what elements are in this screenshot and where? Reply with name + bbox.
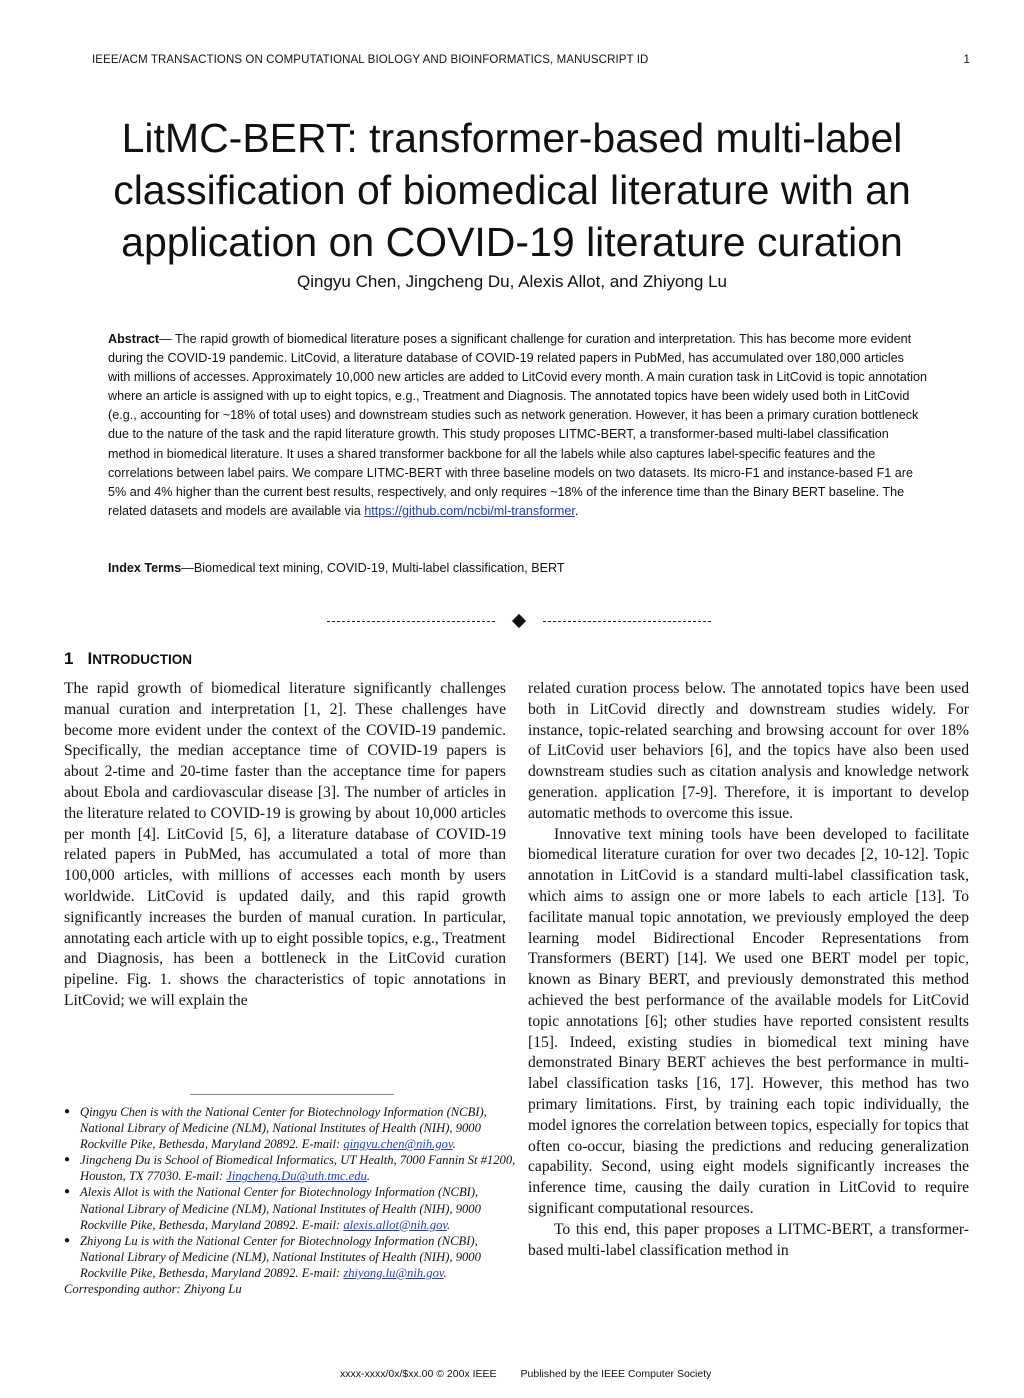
section-heading [64,649,192,669]
title-line: application on COVID-19 literature curation [121,219,903,265]
footnote-item [64,1104,522,1152]
index-terms [108,561,928,575]
paper-title [0,112,1024,268]
section-title-initial: I [87,649,93,668]
paragraph: Innovative text mining tools have been developed to facilitate biomedical literature curation for over two decades [2, 10-12]. Topic annotation in LitCovid is a standard multi-label classification task, which aims to assign one or more labels to each article [13]. To facilitate manual topic annotation, we previously employed the deep learning model Bidirectional Encoder Representations from Transformers (BERT) [14]. We used one BERT model per topic, known as Binary BERT, and previously demonstrated this method achieved the best performance of the available models for LitCovid topic annotations [6]; other studies have reported consistent results [15]. Indeed, existing studies in biomedical text mining have demonstrated Binary BERT achieves the best performance in multi-label classification tasks [16, 17]. However, this method has two primary limitations. First, by training each topic individually, the model ignores the correlation between topics, especially for topics that often co-occur, biasing the predictions and reducing generalization capability. Second, using eight models significantly increases the inference time, causing the daily curation in LitCovid to require significant computational resources. [528,825,969,1217]
bullet-icon: ● [64,1234,71,1246]
footnote-text: Qingyu Chen is with the National Center for Biotechnology Information (NCBI), National Library of Medicine (NLM), National Institutes of Health (NIH), 9000 Rockville Pike, Bethesda, Maryland 20892. E-mail: qingyu.chen@nih.gov. [80,1105,487,1152]
page-number: 1 [963,54,970,66]
section-divider [327,611,711,631]
repository-link[interactable]: https://github.com/ncbi/ml-transformer [364,503,575,518]
abstract-text: — The rapid growth of biomedical literature poses a significant challenge for curation and interpretation. This has become more evident during the COVID-19 pandemic. LitCovid, a literature database of COVID-19 related papers in PubMed, has accumulated over 180,000 articles with millions of accesses. Approximately 10,000 new articles are added to LitCovid every month. A main curation task in LitCovid is topic annotation where an article is assigned with up to eight topics, e.g., Treatment and Diagnosis. The annotated topics have been widely used both in LitCovid (e.g., accounting for ~18% of total uses) and downstream studies such as network generation. However, it has been a primary curation bottleneck due to the nature of the task and the rapid literature growth. This study proposes LITMC-BERT, a transformer-based multi-label classification method in biomedical literature. It uses a shared transformer backbone for all the labels while also captures label-specific features and the correlations between label pairs. We compare LITMC-BERT with three baseline models on two datasets. Its micro-F1 and instance-based F1 are 5% and 4% higher than the current best results, respectively, and only requires ~18% of the inference time than the Binary BERT baseline. The related datasets and models are available via [108,332,928,518]
body-column-right [528,679,969,1261]
bullet-icon: ● [64,1186,71,1198]
footnote-item [64,1184,522,1232]
section-title-rest: NTRODUCTION [92,652,192,667]
divider-dashes-right [543,621,711,622]
author-footnotes [64,1104,522,1297]
paragraph: The rapid growth of biomedical literature significantly challenges manual curation and interpretation [1, 2]. These challenges have become more evident under the context of the COVID-19 pandemic. Specifically, the median acceptance time of COVID-19 papers is about 2-time and 20-time faster than the acceptance time for papers about Ebola and cardiovascular disease [3]. The number of articles in the literature related to COVID-19 is growing by about 10,000 articles per month [4]. LitCovid [5, 6], a literature database of COVID-19 related papers in PubMed, has accumulated a total of more than 100,000 articles, with millions of accesses each month by users worldwide. LitCovid is updated daily, and this rapid growth significantly increases the burden of manual curation. In particular, annotating each article with up to eight possible topics, e.g., Treatment and Diagnosis, has been a bottleneck in the LitCovid curation pipeline. Fig. 1. shows the characteristics of topic annotations in LitCovid; we will explain the [64,680,506,1009]
email-link[interactable]: Jingcheng.Du@uth.tmc.edu [226,1169,367,1184]
paragraph: related curation process below. The annotated topics have been used both in LitCovid directly and downstream studies widely. For instance, topic-related searching and browsing account for over 18% of LitCovid user behaviors [6], and the topics have also been used downstream studies such as citation analysis and knowledge network generation. application [7-9]. Therefore, it is important to develop automatic methods to overcome this issue. [528,680,969,822]
abstract-end: . [574,503,579,518]
abstract-label: Abstract [108,332,160,346]
divider-dashes-left [327,621,495,622]
bullet-icon: ● [64,1154,71,1166]
author-list: Qingyu Chen, Jingcheng Du, Alexis Allot, and Zhiyong Lu [297,272,727,291]
title-line: LitMC-BERT: transformer-based multi-label [121,115,903,161]
corresponding-author: Corresponding author: Zhiyong Lu [64,1282,242,1297]
journal-name: IEEE/ACM TRANSACTIONS ON COMPUTATIONAL BIOLOGY AND BIOINFORMATICS, MANUSCRIPT ID [92,54,649,66]
footnote-rule [190,1094,394,1095]
body-column-left [64,679,506,1012]
footnote-text: Jingcheng Du is School of Biomedical Informatics, UT Health, 7000 Fannin St #1200, Houston, TX 77030. E-mail: Jingcheng.Du@uth.tmc.edu. [80,1153,516,1184]
index-terms-label: Index Terms [108,561,182,575]
email-link[interactable]: qingyu.chen@nih.gov [343,1137,453,1152]
publisher-notice: Published by the IEEE Computer Society [520,1368,712,1380]
email-link[interactable]: alexis.allot@nih.gov [343,1217,448,1232]
abstract [108,330,928,521]
page-footer [340,1368,711,1380]
copyright-notice: xxxx-xxxx/0x/$xx.00 © 200x IEEE [340,1368,497,1380]
title-line: classification of biomedical literature with an [113,167,911,213]
index-terms-text: —Biomedical text mining, COVID-19, Multi-label classification, BERT [181,561,565,575]
footnote-text: Zhiyong Lu is with the National Center for Biotechnology Information (NCBI), National Library of Medicine (NLM), National Institutes of Health (NIH), 9000 Rockville Pike, Bethesda, Maryland 20892. E-mail: zhiyong.lu@nih.gov. [80,1233,481,1280]
footnote-item [64,1152,522,1184]
section-number: 1 [64,649,74,668]
email-link[interactable]: zhiyong.lu@nih.gov [343,1265,444,1280]
footnote-item [64,1233,522,1281]
running-header [92,54,970,66]
diamond-icon [512,614,526,628]
bullet-icon: ● [64,1106,71,1117]
footnote-text: Alexis Allot is with the National Center for Biotechnology Information (NCBI), National Library of Medicine (NLM), National Institutes of Health (NIH), 9000 Rockville Pike, Bethesda, Maryland 20892. E-mail: alexis.allot@nih.gov. [80,1185,481,1232]
paragraph: To this end, this paper proposes a LITMC-BERT, a transformer-based multi-label classification method in [528,1220,969,1259]
